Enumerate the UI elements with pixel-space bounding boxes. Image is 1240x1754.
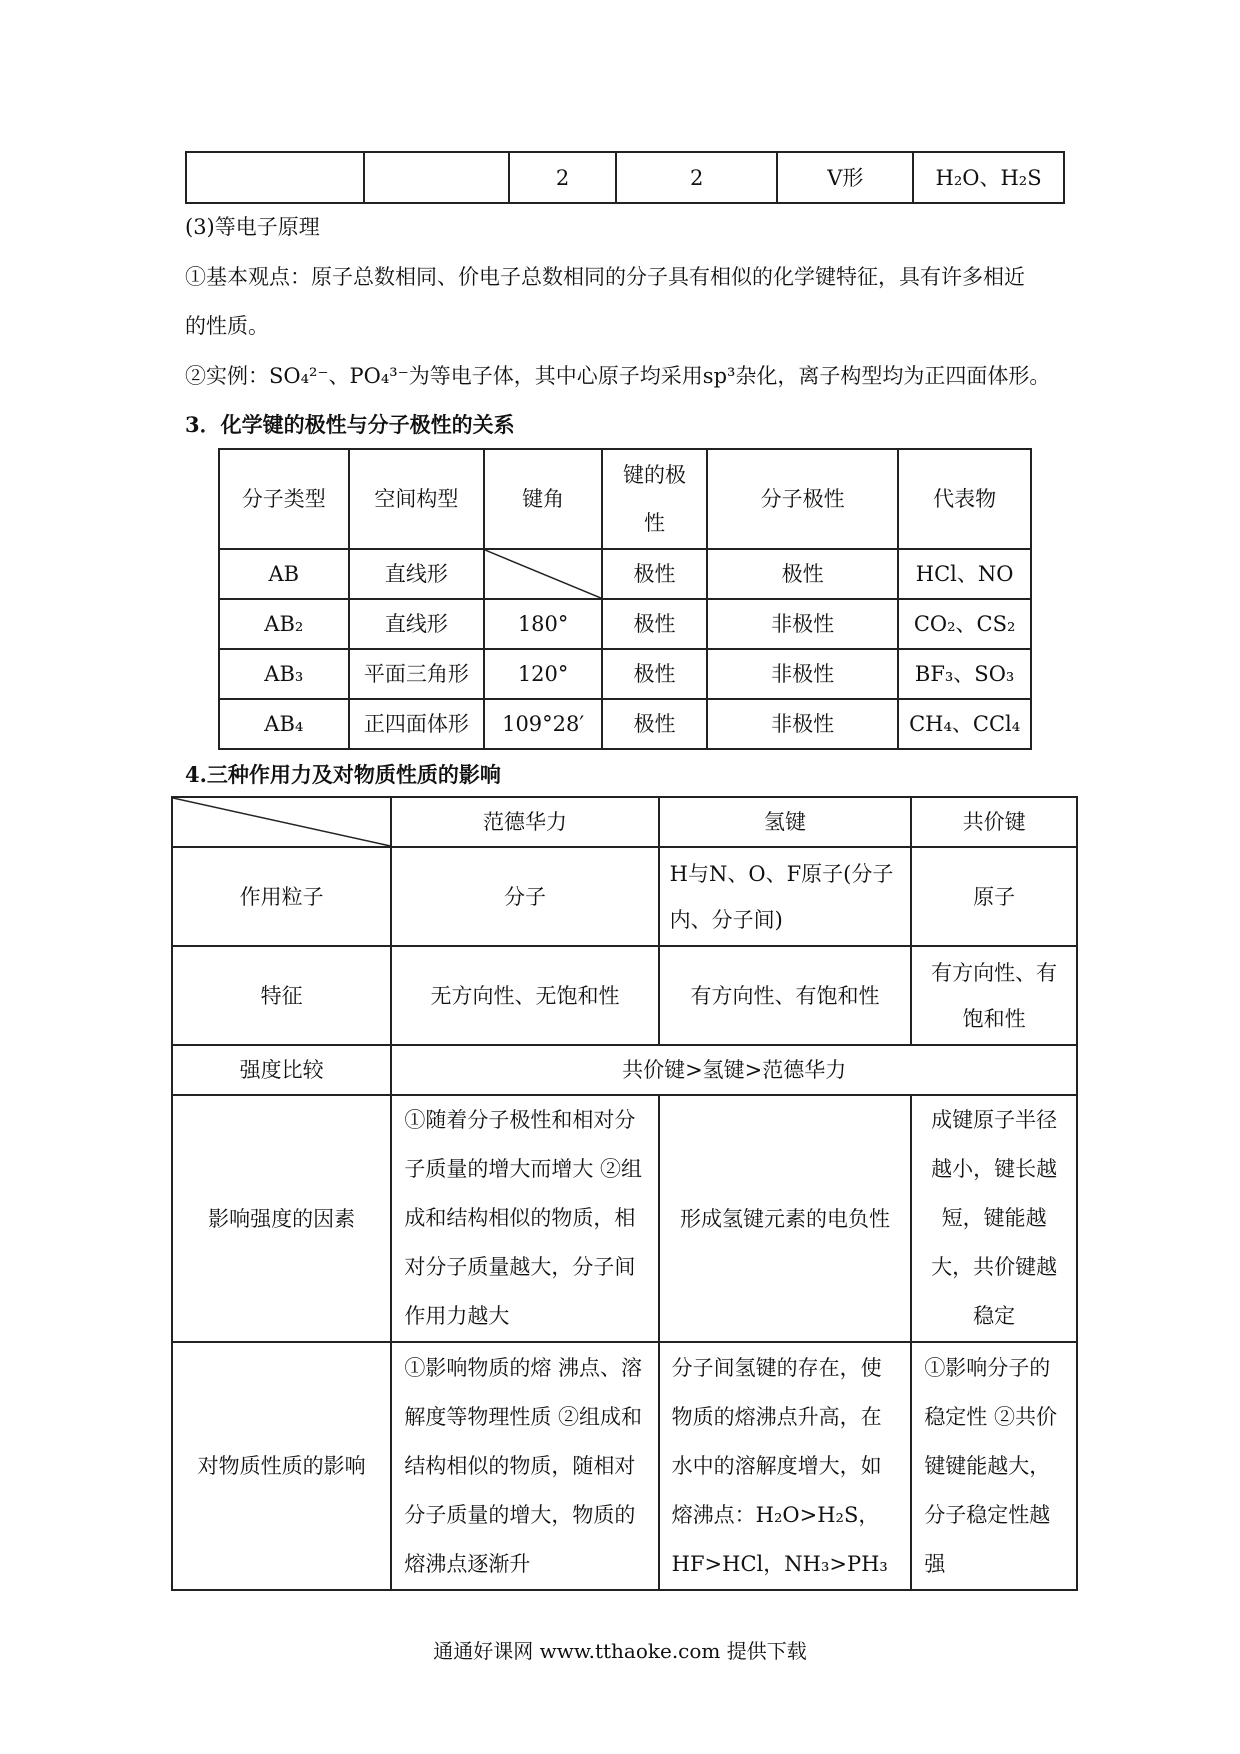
table-cell: 非极性 xyxy=(707,599,898,649)
table-row xyxy=(172,1095,1077,1342)
principle-point1: ①基本观点：原子总数相同、价电子总数相同的分子具有相似的化学键特征，具有许多相近 xyxy=(185,265,1025,289)
table-cell xyxy=(364,152,510,203)
table-cell: 直线形 xyxy=(349,599,485,649)
table-cell: AB₃ xyxy=(219,649,349,699)
table-cell: 非极性 xyxy=(707,649,898,699)
table-cell: CO₂、CS₂ xyxy=(898,599,1031,649)
row-label: 特征 xyxy=(172,946,391,1045)
table-row xyxy=(219,699,1031,749)
table-header-row xyxy=(219,449,1031,549)
table-cell: ①影响物质的熔 沸点、溶解度等物理性质 ②组成和结构相似的物质，随相对分子质量的增大，物质的熔沸点逐渐升 xyxy=(391,1342,658,1590)
principle-point1-cont: 的性质。 xyxy=(185,314,269,338)
forces-table xyxy=(171,796,1078,1591)
table-cell: AB xyxy=(219,549,349,599)
header-cell: 范德华力 xyxy=(391,797,658,847)
table-cell: CH₄、CCl₄ xyxy=(898,699,1031,749)
table-cell: 无方向性、无饱和性 xyxy=(391,946,658,1045)
header-cell: 键的极性 xyxy=(602,449,707,549)
table-cell: 极性 xyxy=(602,649,707,699)
table-cell: 非极性 xyxy=(707,699,898,749)
header-cell: 键角 xyxy=(484,449,602,549)
table-cell: 极性 xyxy=(707,549,898,599)
header-cell: 分子极性 xyxy=(707,449,898,549)
table-row xyxy=(172,847,1077,946)
table-cell: 形成氢键元素的电负性 xyxy=(659,1095,912,1342)
row-label: 影响强度的因素 xyxy=(172,1095,391,1342)
table-cell: 120° xyxy=(484,649,602,699)
top-table xyxy=(185,151,1065,204)
principle-heading: (3)等电子原理 xyxy=(185,215,320,239)
table-cell: 共价键>氢键>范德华力 xyxy=(391,1045,1077,1095)
table-cell: 极性 xyxy=(602,699,707,749)
polarity-table xyxy=(218,448,1032,750)
table-cell: H₂O、H₂S xyxy=(913,152,1064,203)
section4-heading: 4.三种作用力及对物质性质的影响 xyxy=(185,762,501,787)
table-cell: 有方向性、有饱和性 xyxy=(911,946,1077,1045)
table-cell: 直线形 xyxy=(349,549,485,599)
table-row xyxy=(219,599,1031,649)
header-cell: 分子类型 xyxy=(219,449,349,549)
section3-heading: 3．化学键的极性与分子极性的关系 xyxy=(185,412,515,437)
header-cell: 空间构型 xyxy=(349,449,485,549)
table-row xyxy=(219,649,1031,699)
table-row xyxy=(219,549,1031,599)
table-cell: 极性 xyxy=(602,549,707,599)
table-cell: BF₃、SO₃ xyxy=(898,649,1031,699)
principle-point2: ②实例：SO₄²⁻、PO₄³⁻为等电子体，其中心原子均采用sp³杂化，离子构型均为正四面体形。 xyxy=(185,364,1051,388)
table-cell: 成键原子半径越小，键长越短，键能越大，共价键越稳定 xyxy=(911,1095,1077,1342)
table-cell: ①影响分子的稳定性 ②共价键键能越大，分子稳定性越强 xyxy=(911,1342,1077,1590)
table-cell xyxy=(186,152,364,203)
header-cell: 共价键 xyxy=(911,797,1077,847)
table-cell: 有方向性、有饱和性 xyxy=(659,946,912,1045)
table-cell: AB₂ xyxy=(219,599,349,649)
table-cell: 正四面体形 xyxy=(349,699,485,749)
row-label: 作用粒子 xyxy=(172,847,391,946)
page-footer: 通通好课网 www.tthaoke.com 提供下载 xyxy=(433,1639,807,1663)
table-cell: HCl、NO xyxy=(898,549,1031,599)
diagonal-cell xyxy=(484,549,602,599)
table-cell: 原子 xyxy=(911,847,1077,946)
table-cell: H与N、O、F原子(分子内、分子间) xyxy=(659,847,912,946)
table-cell: AB₄ xyxy=(219,699,349,749)
table-row xyxy=(186,152,1064,203)
row-label: 强度比较 xyxy=(172,1045,391,1095)
table-header-row xyxy=(172,797,1077,847)
table-cell: 分子间氢键的存在，使物质的熔沸点升高，在水中的溶解度增大，如熔沸点：H₂O>H₂S，HF>HCl，NH₃>PH₃ xyxy=(659,1342,912,1590)
table-cell: 平面三角形 xyxy=(349,649,485,699)
table-cell: 极性 xyxy=(602,599,707,649)
table-cell: ①随着分子极性和相对分子质量的增大而增大 ②组成和结构相似的物质，相对分子质量越大，分子间作用力越大 xyxy=(391,1095,658,1342)
table-row xyxy=(172,1045,1077,1095)
table-row xyxy=(172,946,1077,1045)
table-cell: 分子 xyxy=(391,847,658,946)
table-row xyxy=(172,1342,1077,1590)
header-cell: 氢键 xyxy=(659,797,912,847)
header-cell: 代表物 xyxy=(898,449,1031,549)
table-cell: 2 xyxy=(616,152,778,203)
table-cell: 109°28′ xyxy=(484,699,602,749)
row-label: 对物质性质的影响 xyxy=(172,1342,391,1590)
table-cell: 2 xyxy=(509,152,616,203)
diagonal-cell xyxy=(172,797,391,847)
table-cell: V形 xyxy=(777,152,913,203)
table-cell: 180° xyxy=(484,599,602,649)
